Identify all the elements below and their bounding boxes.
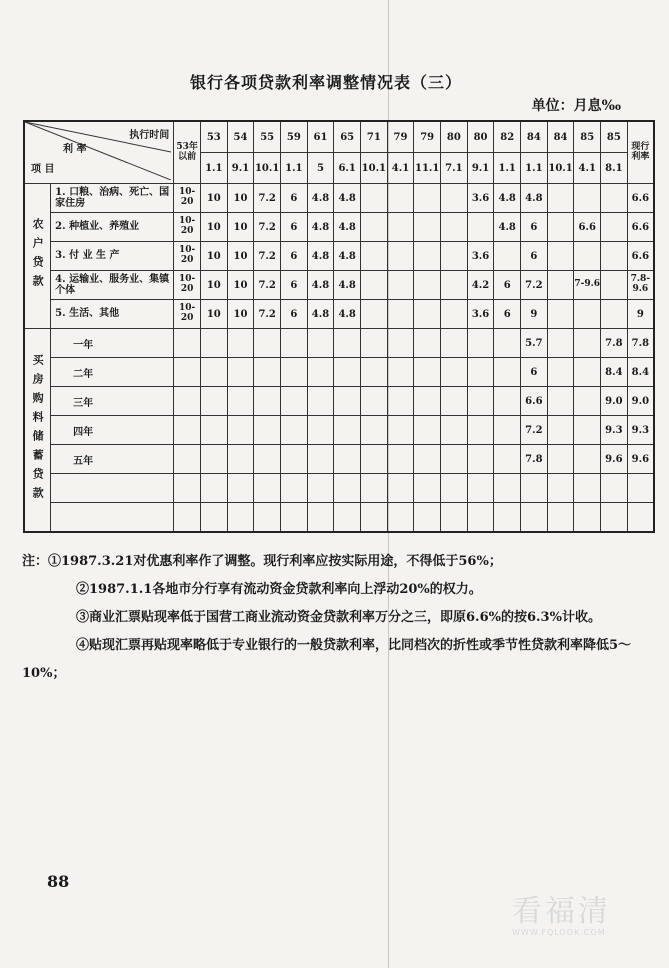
- rate-cell: 6: [494, 300, 521, 329]
- rate-cell: [254, 445, 281, 474]
- rate-cell: [254, 474, 281, 503]
- rate-cell: 7.2: [254, 242, 281, 271]
- header-date-cell: 1.1: [280, 153, 307, 184]
- header-year-cell: 82: [494, 121, 521, 153]
- table-row: [24, 358, 654, 387]
- header-current-rate: 现行利率: [627, 121, 654, 184]
- header-year-cell: 53年以前: [174, 121, 201, 184]
- rate-cell: [601, 242, 628, 271]
- rate-cell: 6: [280, 184, 307, 213]
- rate-cell: [574, 503, 601, 533]
- rate-cell: [601, 184, 628, 213]
- group-label-farm: 农户贷款: [24, 184, 51, 329]
- current-rate-cell: 6.6: [627, 242, 654, 271]
- rate-cell: [574, 416, 601, 445]
- rate-cell: [227, 329, 254, 358]
- page-number: 88: [47, 872, 70, 891]
- rate-cell: [174, 358, 201, 387]
- rate-cell: [361, 213, 388, 242]
- rate-cell: 6: [280, 271, 307, 300]
- rate-cell: 7.2: [254, 184, 281, 213]
- rate-cell: 10: [227, 213, 254, 242]
- corner-item-label: 项 目: [31, 164, 55, 175]
- rate-cell: [200, 474, 227, 503]
- rate-cell: [387, 184, 414, 213]
- rate-cell: [467, 329, 494, 358]
- rate-cell: [601, 503, 628, 533]
- current-rate-cell: 6.6: [627, 213, 654, 242]
- table-row: [24, 474, 654, 503]
- rate-cell: [441, 416, 468, 445]
- watermark-text: 看福清: [512, 894, 611, 929]
- rate-cell: 7.2: [254, 213, 281, 242]
- rate-cell: [414, 474, 441, 503]
- rate-cell: [414, 242, 441, 271]
- rate-cell: [574, 387, 601, 416]
- rate-cell: 10: [227, 300, 254, 329]
- rate-cell: [467, 213, 494, 242]
- rate-cell: 6: [521, 358, 548, 387]
- rate-cell: [601, 474, 628, 503]
- rate-cell: [574, 358, 601, 387]
- row-label: 2. 种植业、养殖业: [51, 213, 174, 242]
- rate-cell: 9.3: [601, 416, 628, 445]
- current-rate-cell: 7.8: [627, 329, 654, 358]
- rate-cell: [467, 474, 494, 503]
- header-year-cell: 84: [547, 121, 574, 153]
- header-date-cell: 8.1: [601, 153, 628, 184]
- rate-cell: [361, 271, 388, 300]
- rate-cell: [547, 242, 574, 271]
- rate-cell: [467, 358, 494, 387]
- rate-cell: [441, 242, 468, 271]
- header-year-cell: 84: [521, 121, 548, 153]
- rate-cell: 4.8: [494, 213, 521, 242]
- rate-cell: [307, 503, 334, 533]
- rate-cell: 6: [521, 213, 548, 242]
- rate-cell: [494, 445, 521, 474]
- rate-cell: [547, 300, 574, 329]
- rate-cell: [361, 387, 388, 416]
- rate-cell: [441, 445, 468, 474]
- current-rate-cell: 9: [627, 300, 654, 329]
- current-rate-cell: 6.6: [627, 184, 654, 213]
- header-date-cell: 7.1: [441, 153, 468, 184]
- row-label: 四年: [51, 416, 174, 445]
- rate-cell: [280, 445, 307, 474]
- rate-cell: [467, 416, 494, 445]
- rate-cell: 4.8: [307, 184, 334, 213]
- header-year-cell: 85: [601, 121, 628, 153]
- rate-cell: [601, 271, 628, 300]
- row-label: 1. 口粮、治病、死亡、国家住房: [51, 184, 174, 213]
- header-year-cell: 61: [307, 121, 334, 153]
- row-label: 4. 运输业、服务业、集镇个体: [51, 271, 174, 300]
- rate-cell: 6: [494, 271, 521, 300]
- rate-cell: [227, 445, 254, 474]
- row-label: [51, 503, 174, 533]
- header-date-cell: 9.1: [227, 153, 254, 184]
- rate-cell: [441, 503, 468, 533]
- row-label: 5. 生活、其他: [51, 300, 174, 329]
- rate-cell: [441, 474, 468, 503]
- rate-cell: 4.2: [467, 271, 494, 300]
- rate-cell: [414, 445, 441, 474]
- table-row: [24, 271, 654, 300]
- rate-cell: [334, 358, 361, 387]
- note-2: ②1987.1.1各地市分行享有流动资金贷款利率向上浮动20%的权力。: [76, 582, 482, 597]
- rate-cell: [227, 387, 254, 416]
- rate-cell: 4.8: [334, 271, 361, 300]
- rate-cell: [307, 329, 334, 358]
- rate-cell: 7-9.6: [574, 271, 601, 300]
- rate-cell: [200, 416, 227, 445]
- note-3: ③商业汇票贴现率低于国营工商业流动资金贷款利率万分之三，即原6.6%的按6.3%计收。: [76, 610, 601, 625]
- rate-cell: 9.0: [601, 387, 628, 416]
- rate-cell: [441, 271, 468, 300]
- rate-cell: [280, 387, 307, 416]
- rate-cell: 3.6: [467, 184, 494, 213]
- table-row: [24, 213, 654, 242]
- rate-cell: [280, 416, 307, 445]
- rate-cell: [200, 445, 227, 474]
- rate-cell: 4.8: [307, 271, 334, 300]
- header-date-cell: 9.1: [467, 153, 494, 184]
- current-rate-cell: 9.3: [627, 416, 654, 445]
- rate-cell: [387, 445, 414, 474]
- header-year-cell: 65: [334, 121, 361, 153]
- rate-cell: [280, 329, 307, 358]
- header-year-cell: 71: [361, 121, 388, 153]
- current-rate-cell: [627, 503, 654, 533]
- header-date-cell: 10.1: [547, 153, 574, 184]
- header-year-cell: 54: [227, 121, 254, 153]
- rate-cell: [494, 474, 521, 503]
- rate-cell: [494, 416, 521, 445]
- header-row-years: [24, 121, 654, 153]
- header-date-cell: 5: [307, 153, 334, 184]
- corner-time-label: 执行时间: [129, 130, 170, 141]
- rate-cell: [280, 474, 307, 503]
- rate-cell: [441, 358, 468, 387]
- rate-cell: 4.8: [334, 213, 361, 242]
- header-year-cell: 79: [387, 121, 414, 153]
- rate-cell: [441, 213, 468, 242]
- rate-cell: [307, 387, 334, 416]
- rate-cell: [387, 242, 414, 271]
- rate-cell: 6: [280, 300, 307, 329]
- rate-cell: [494, 242, 521, 271]
- rate-cell: 5.7: [521, 329, 548, 358]
- header-year-cell: 80: [467, 121, 494, 153]
- rate-cell: [254, 358, 281, 387]
- rate-cell: 10: [200, 184, 227, 213]
- row-label: 3. 付 业 生 产: [51, 242, 174, 271]
- rate-cell: [361, 358, 388, 387]
- rate-cell: 10: [227, 242, 254, 271]
- rate-cell: [494, 329, 521, 358]
- table-row: [24, 387, 654, 416]
- rate-cell: 8.4: [601, 358, 628, 387]
- rate-cell: [200, 329, 227, 358]
- rate-cell: 4.8: [334, 242, 361, 271]
- header-date-cell: 10.1: [361, 153, 388, 184]
- rate-table: [23, 120, 655, 533]
- rate-cell: 10: [200, 213, 227, 242]
- header-year-cell: 85: [574, 121, 601, 153]
- rate-cell: [254, 503, 281, 533]
- rate-cell: [280, 358, 307, 387]
- rate-cell: [361, 184, 388, 213]
- rate-cell: 6.6: [574, 213, 601, 242]
- rate-cell: [414, 300, 441, 329]
- rate-cell: [547, 329, 574, 358]
- rate-cell: [387, 416, 414, 445]
- rate-cell: 7.2: [521, 416, 548, 445]
- rate-cell: 10: [200, 242, 227, 271]
- rate-cell: 9: [521, 300, 548, 329]
- header-year-cell: 55: [254, 121, 281, 153]
- rate-cell: [601, 213, 628, 242]
- rate-cell: [521, 503, 548, 533]
- rate-cell: 4.8: [307, 300, 334, 329]
- header-date-cell: 10.1: [254, 153, 281, 184]
- header-date-cell: 4.1: [387, 153, 414, 184]
- row-label: 三年: [51, 387, 174, 416]
- rate-cell: 7.2: [254, 300, 281, 329]
- table-row: [24, 445, 654, 474]
- rate-cell: [574, 184, 601, 213]
- rate-cell: [361, 242, 388, 271]
- current-rate-cell: 9.6: [627, 445, 654, 474]
- current-rate-cell: [627, 474, 654, 503]
- rate-cell: 9.6: [601, 445, 628, 474]
- rate-cell: [441, 184, 468, 213]
- rate-cell: [547, 416, 574, 445]
- rate-cell: [307, 445, 334, 474]
- note-1: 注：①1987.3.21对优惠利率作了调整。现行利率应按实际用途，不得低于56%；: [22, 554, 502, 569]
- header-date-cell: 4.1: [574, 153, 601, 184]
- row-label: [51, 474, 174, 503]
- rate-cell: [174, 503, 201, 533]
- rate-cell: [254, 416, 281, 445]
- rate-cell: [227, 416, 254, 445]
- rate-cell: [467, 445, 494, 474]
- rate-cell: 10-20: [174, 213, 201, 242]
- rate-cell: 4.8: [307, 213, 334, 242]
- rate-cell: [227, 503, 254, 533]
- rate-cell: [547, 445, 574, 474]
- rate-cell: [361, 416, 388, 445]
- rate-cell: [307, 358, 334, 387]
- rate-cell: 4.8: [307, 242, 334, 271]
- rate-cell: [227, 358, 254, 387]
- table-row: [24, 503, 654, 533]
- table-row: [24, 416, 654, 445]
- rate-cell: 7.2: [521, 271, 548, 300]
- rate-cell: [387, 213, 414, 242]
- rate-cell: [254, 387, 281, 416]
- rate-cell: [547, 474, 574, 503]
- header-date-cell: 6.1: [334, 153, 361, 184]
- rate-cell: [574, 474, 601, 503]
- note-4: ④贴现汇票再贴现率略低于专业银行的一般贷款利率，比同档次的折性或季节性贷款利率降低5～10%；: [22, 638, 632, 681]
- header-date-cell: 1.1: [494, 153, 521, 184]
- current-rate-cell: 7.8-9.6: [627, 271, 654, 300]
- rate-cell: [174, 445, 201, 474]
- current-rate-cell: 9.0: [627, 387, 654, 416]
- rate-cell: [307, 474, 334, 503]
- rate-cell: 4.8: [334, 184, 361, 213]
- watermark-logo: [512, 886, 611, 937]
- rate-cell: [574, 300, 601, 329]
- rate-cell: [361, 474, 388, 503]
- rate-cell: [387, 387, 414, 416]
- rate-cell: 6: [280, 242, 307, 271]
- rate-cell: 10: [200, 300, 227, 329]
- rate-cell: [227, 474, 254, 503]
- header-date-cell: 1.1: [521, 153, 548, 184]
- rate-cell: [414, 503, 441, 533]
- rate-cell: [361, 329, 388, 358]
- rate-cell: 10-20: [174, 184, 201, 213]
- header-year-cell: 53: [200, 121, 227, 153]
- rate-cell: [174, 416, 201, 445]
- rate-cell: [414, 329, 441, 358]
- page-title: 银行各项贷款利率调整情况表（三）: [190, 73, 463, 92]
- rate-cell: 6: [521, 242, 548, 271]
- corner-rate-label: 利 率: [63, 144, 87, 155]
- current-rate-cell: 8.4: [627, 358, 654, 387]
- rate-cell: [574, 242, 601, 271]
- header-date-cell: 11.1: [414, 153, 441, 184]
- rate-cell: [547, 387, 574, 416]
- rate-cell: 4.8: [334, 300, 361, 329]
- rate-cell: [334, 329, 361, 358]
- rate-cell: 10: [227, 184, 254, 213]
- header-year-cell: 80: [441, 121, 468, 153]
- rate-cell: [414, 271, 441, 300]
- rate-cell: [414, 184, 441, 213]
- rate-cell: 7.8: [521, 445, 548, 474]
- rate-cell: [441, 329, 468, 358]
- rate-cell: 7.2: [254, 271, 281, 300]
- rate-cell: [280, 503, 307, 533]
- rate-cell: [574, 445, 601, 474]
- table-row: [24, 300, 654, 329]
- rate-cell: [547, 503, 574, 533]
- row-label: 一年: [51, 329, 174, 358]
- unit-label: 单位：月息‰: [531, 98, 621, 114]
- rate-cell: [467, 503, 494, 533]
- rate-cell: [200, 387, 227, 416]
- watermark-url: WWW.FQLOOK.COM: [512, 928, 606, 937]
- rate-cell: [334, 416, 361, 445]
- rate-cell: [441, 387, 468, 416]
- rate-cell: [547, 213, 574, 242]
- rate-cell: [361, 300, 388, 329]
- rate-cell: [547, 184, 574, 213]
- rate-cell: 10-20: [174, 300, 201, 329]
- rate-cell: 6: [280, 213, 307, 242]
- rate-cell: 10-20: [174, 271, 201, 300]
- rate-cell: [387, 503, 414, 533]
- rate-cell: [601, 300, 628, 329]
- rate-cell: [547, 271, 574, 300]
- rate-cell: 6.6: [521, 387, 548, 416]
- rate-cell: [387, 329, 414, 358]
- rate-cell: [174, 329, 201, 358]
- rate-cell: [494, 503, 521, 533]
- rate-cell: [361, 503, 388, 533]
- rate-cell: [441, 300, 468, 329]
- rate-cell: [200, 358, 227, 387]
- rate-cell: [547, 358, 574, 387]
- rate-cell: [387, 271, 414, 300]
- rate-cell: [494, 358, 521, 387]
- group-label-savings: 买房购料储蓄贷款: [24, 329, 51, 533]
- rate-cell: 3.6: [467, 242, 494, 271]
- rate-cell: [414, 213, 441, 242]
- rate-cell: 10-20: [174, 242, 201, 271]
- rate-cell: [174, 474, 201, 503]
- rate-cell: [494, 387, 521, 416]
- header-year-cell: 59: [280, 121, 307, 153]
- row-label: 二年: [51, 358, 174, 387]
- table-row: [24, 329, 654, 358]
- table-row: [24, 184, 654, 213]
- rate-cell: [521, 474, 548, 503]
- rate-cell: 10: [200, 271, 227, 300]
- rate-cell: [467, 387, 494, 416]
- rate-cell: [387, 358, 414, 387]
- rate-cell: [361, 445, 388, 474]
- rate-cell: [334, 445, 361, 474]
- rate-cell: [334, 474, 361, 503]
- rate-cell: 7.8: [601, 329, 628, 358]
- table-row: [24, 242, 654, 271]
- rate-cell: [414, 416, 441, 445]
- rate-cell: [414, 358, 441, 387]
- rate-cell: [254, 329, 281, 358]
- rate-cell: [307, 416, 334, 445]
- rate-cell: [334, 503, 361, 533]
- rate-cell: [574, 329, 601, 358]
- rate-cell: 4.8: [521, 184, 548, 213]
- rate-cell: [387, 300, 414, 329]
- rate-cell: 10: [227, 271, 254, 300]
- header-year-cell: 79: [414, 121, 441, 153]
- rate-cell: [174, 387, 201, 416]
- rate-cell: [200, 503, 227, 533]
- row-label: 五年: [51, 445, 174, 474]
- notes-block: [22, 548, 647, 688]
- header-date-cell: 1.1: [200, 153, 227, 184]
- rate-cell: 4.8: [494, 184, 521, 213]
- rate-cell: [387, 474, 414, 503]
- corner-header: [24, 121, 174, 184]
- rate-cell: [334, 387, 361, 416]
- rate-cell: 3.6: [467, 300, 494, 329]
- rate-cell: [414, 387, 441, 416]
